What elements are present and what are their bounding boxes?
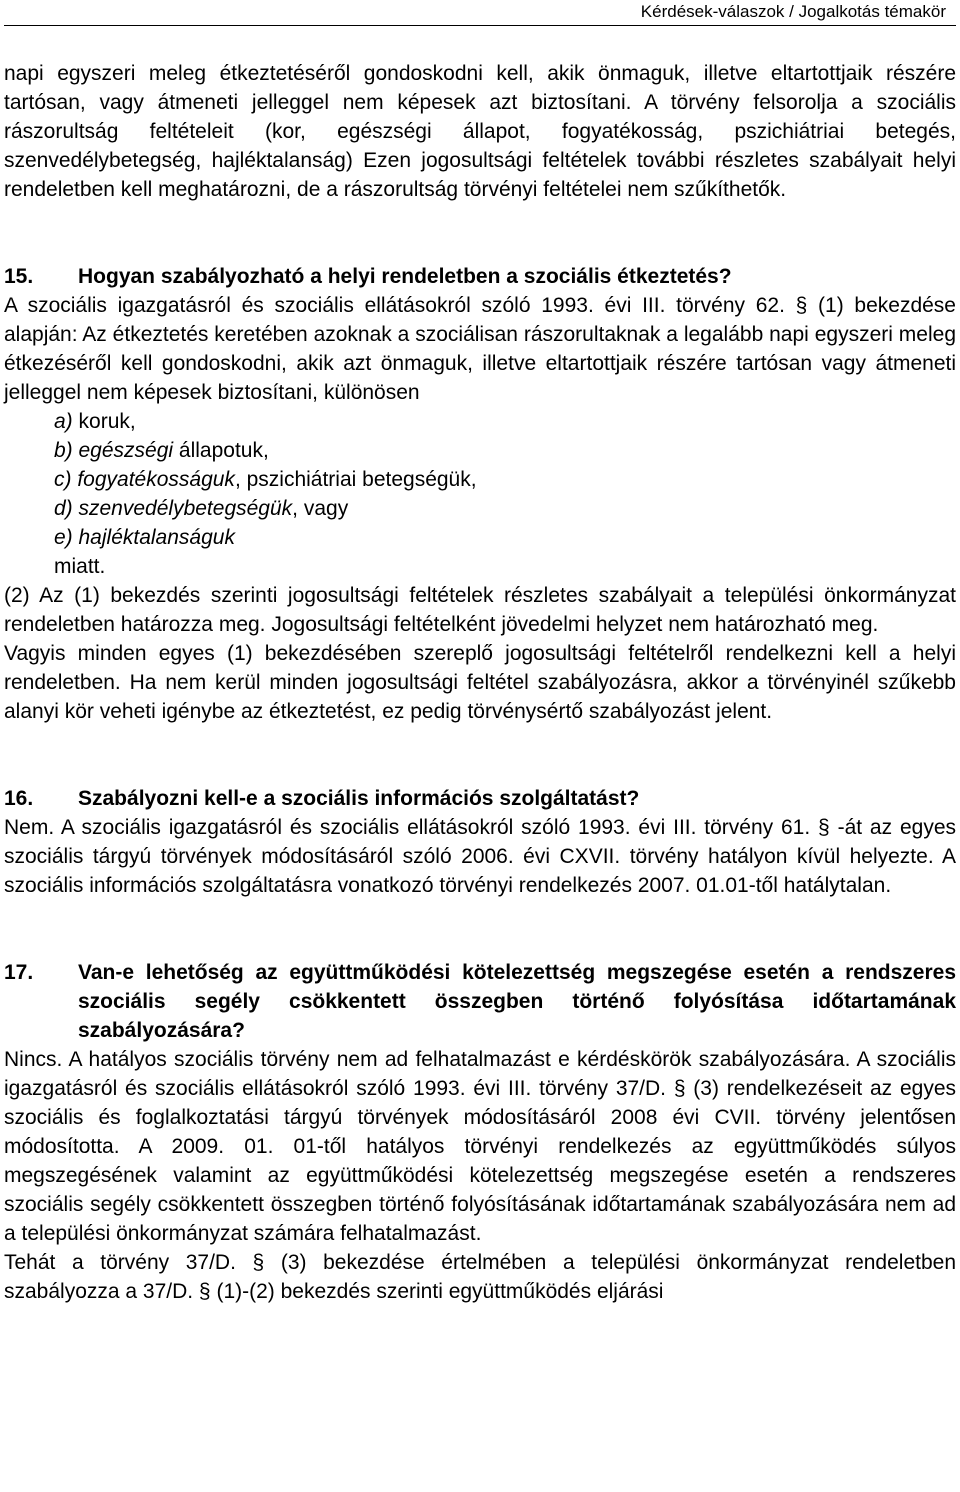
intro-paragraph: napi egyszeri meleg étkeztetéséről gondoskodni kell, akik önmaguk, illetve eltartottjaik részére tartósan, vagy átmeneti jelleggel nem képesek azt biztosítani. A törvény felsorolja a szociális rászorultság feltételeit (kor, egészségi állapot, fogyatékosság, pszichiátriai betegés, szenvedélybetegség, hajléktalanság) Ezen jogosultsági feltételek további részletes szabályait helyi rendeletben kell meghatározni, de a rászorultság törvényi feltételei nem szűkíthetők. bbox=[4, 62, 956, 201]
answer-paragraph: Tehát a törvény 37/D. § (3) bekezdése értelmében a települési önkormányzat rendeletben szabályozza a 37/D. § (1)-(2) bekezdés szerinti együttműködés eljárási bbox=[4, 1251, 956, 1303]
list-item: e) hajléktalanságuk bbox=[54, 526, 235, 549]
question-text: Szabályozni kell-e a szociális információs szolgáltatást? bbox=[78, 787, 640, 810]
answer-paragraph: Nem. A szociális igazgatásról és szociális ellátásokról szóló 1993. évi III. törvény 61. § -át az egyes szociális tárgyú törvények módosításáról szóló 2006. évi CXVII. törvény hatályon kívül helyezte. A szociális információs szolgáltatásra vonatkozó törvényi rendelkezés 2007. 01.01-től hatálytalan. bbox=[4, 816, 956, 897]
page-header: Kérdések-válaszok / Jogalkotás témakör bbox=[640, 2, 946, 21]
question-17-heading bbox=[4, 958, 956, 1045]
list-item: b) egészségi állapotuk, bbox=[54, 439, 269, 462]
list-item: miatt. bbox=[54, 555, 106, 578]
list-item: a) koruk, bbox=[54, 410, 136, 433]
question-number: 16. bbox=[4, 787, 34, 810]
answer-paragraph: Vagyis minden egyes (1) bekezdésében szereplő jogosultsági feltételről rendelkezni kell a helyi rendeletben. Ha nem kerül minden jogosultsági feltétel szabályozásra, akkor a törvényinél szűkebb alanyi kör veheti igénybe az étkeztetést, ez pedig törvénysértő szabályozást jelent. bbox=[4, 642, 956, 723]
question-number: 17. bbox=[4, 961, 34, 984]
question-text: Hogyan szabályozható a helyi rendeletben a szociális étkeztetés? bbox=[78, 265, 732, 288]
answer-paragraph: (2) Az (1) bekezdés szerinti jogosultsági feltételek részletes szabályait a települési önkormányzat rendeletben határozza meg. Jogosultsági feltételként jövedelmi helyzet nem határozható meg. bbox=[4, 584, 956, 636]
question-text: Van-e lehetőség az együttműködési kötelezettség megszegése esetén a rendszeres szociális segély csökkentett összegben történő folyósítása időtartamának szabályozására? bbox=[78, 961, 956, 1042]
question-15-heading bbox=[4, 262, 956, 291]
document-body bbox=[4, 59, 956, 1306]
question-number: 15. bbox=[4, 265, 34, 288]
question-17 bbox=[4, 958, 956, 1306]
answer-paragraph: Nincs. A hatályos szociális törvény nem ad felhatalmazást e kérdéskörök szabályozására. A szociális igazgatásról és szociális ellátásokról szóló 1993. évi III. törvény 37/D. § (3) rendelkezéseit az egyes szociális és foglalkoztatási tárgyú törvények módosításáról 2008 évi CVII. törvény jelentősen módosította. A 2009. 01. 01-től hatályos törvényi rendelkezés az együttműködés súlyos megszegésének valamint az együttműködési kötelezettség megszegése esetén a rendszeres szociális segély csökkentett összegben történő folyósításának időtartamának szabályozására nem ad a települési önkormányzat számára felhatalmazást. bbox=[4, 1048, 956, 1245]
question-16 bbox=[4, 784, 956, 900]
answer-paragraph: A szociális igazgatásról és szociális ellátásokról szóló 1993. évi III. törvény 62. § (1) bekezdése alapján: Az étkeztetés keretében azoknak a szociálisan rászorultaknak a legalább napi egyszeri meleg étkezéséről kell gondoskodni, akik azt önmaguk, illetve eltartottjaik részére tartósan vagy átmeneti jelleggel nem képesek biztosítani, különösen bbox=[4, 294, 956, 404]
question-16-heading bbox=[4, 784, 956, 813]
list-item: d) szenvedélybetegségük, vagy bbox=[54, 497, 349, 520]
list-item: c) fogyatékosságuk, pszichiátriai betegségük, bbox=[54, 468, 477, 491]
question-15 bbox=[4, 262, 956, 726]
header-rule bbox=[4, 25, 956, 26]
criteria-list bbox=[54, 407, 956, 581]
